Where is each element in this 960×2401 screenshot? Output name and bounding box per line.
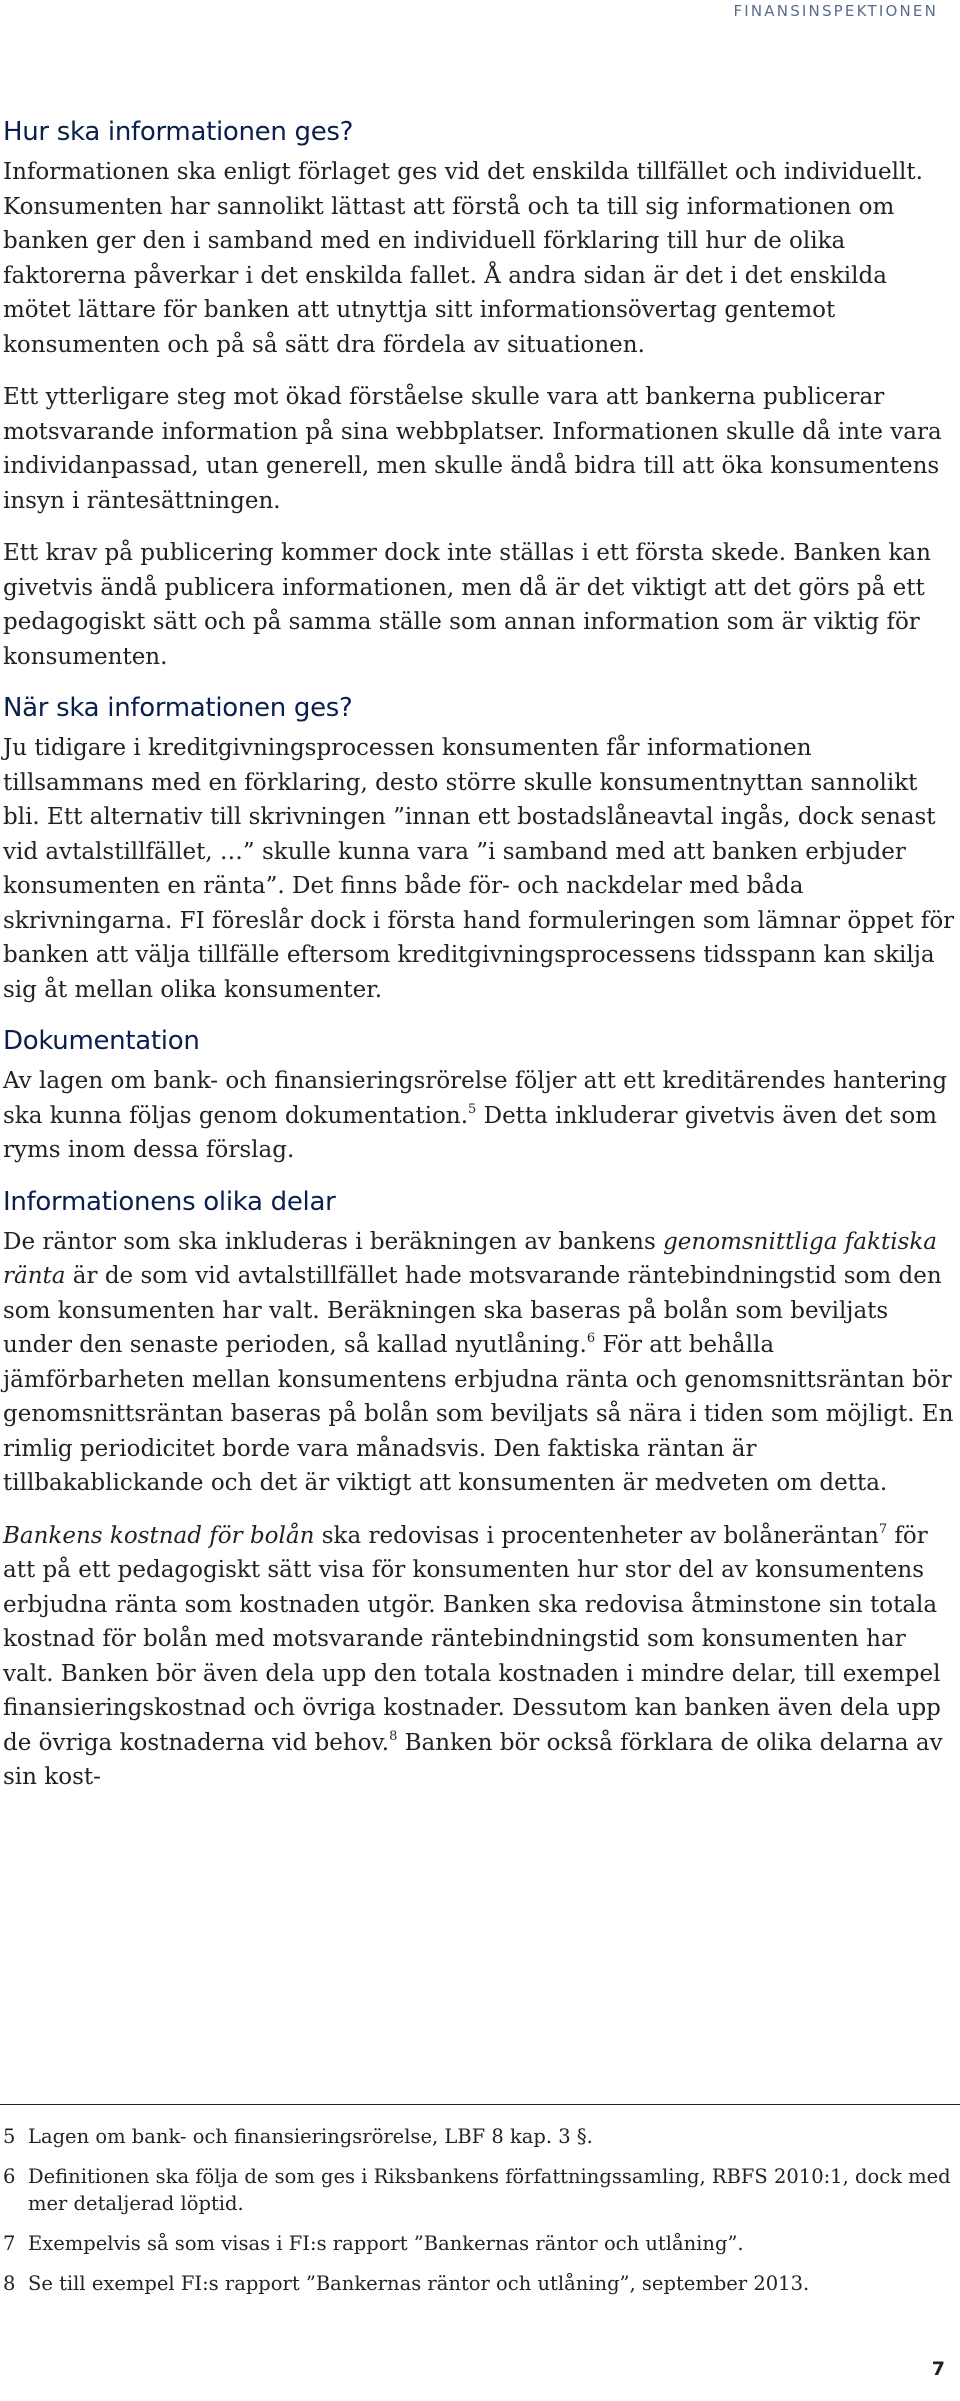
text-run: Detta inkluderar givetvis även det som ryms inom dessa förslag.	[3, 1102, 937, 1163]
footnote	[3, 2163, 953, 2217]
footnote-ref[interactable]: 7	[878, 1521, 888, 1537]
text-run: är de som vid avtalstillfället hade motsvarande räntebindningstid som den som konsumenten har valt. Beräkningen ska baseras på bolån som beviljats under den senaste perioden, så kallad nyutlåning.	[3, 1263, 942, 1358]
footnote-divider	[0, 2104, 960, 2105]
term-emphasis: Bankens kostnad för bolån	[3, 1522, 315, 1549]
text-run: De räntor som ska inkluderas i beräkningen av bankens	[3, 1228, 664, 1255]
footnote-ref[interactable]: 8	[389, 1728, 398, 1744]
footnote-text: Exempelvis så som visas i FI:s rapport ”Bankernas räntor och utlåning”.	[28, 2232, 744, 2255]
footnote-number: 8	[3, 2272, 16, 2295]
paragraph: Ett krav på publicering kommer dock inte ställas i ett första skede. Banken kan givetvis ändå publicera informationen, men då är det viktigt att det görs på ett pedagogiskt sätt och på samma ställe som annan information som är viktig för konsumenten.	[3, 540, 931, 670]
footnote-text: Se till exempel FI:s rapport ”Bankernas räntor och utlåning”, september 2013.	[28, 2272, 810, 2295]
footnote	[3, 2230, 953, 2257]
page-number: 7	[931, 2358, 945, 2380]
text-run: Banken bör också förklara de olika delarna av sin kost-	[3, 1729, 943, 1790]
paragraph	[3, 1225, 957, 1501]
footnotes	[3, 2123, 953, 2310]
body-text	[3, 112, 957, 1795]
paragraph: Ett ytterligare steg mot ökad förståelse skulle vara att bankerna publicerar motsvarande information på sina webbplatser. Informationen skulle då inte vara individanpassad, utan generell, men skulle ändå bidra till att öka konsumentens insyn i räntesättningen.	[3, 384, 942, 514]
footnote-number: 6	[3, 2165, 16, 2188]
text-run: För att behålla jämförbarheten mellan konsumentens erbjudna ränta och genomsnittsräntan bör genomsnittsräntan baseras på bolån som beviljats så nära i tiden som möjligt. En rimlig periodicitet borde vara månadsvis. Den faktiska räntan är tillbakablickande och det är viktigt att konsumenten är medveten om detta.	[3, 1332, 954, 1496]
footnote	[3, 2123, 953, 2150]
text-run: ska redovisas i procentenheter av bolåneräntan	[314, 1522, 879, 1549]
footnote-number: 7	[3, 2232, 16, 2255]
footnote-number: 5	[3, 2125, 16, 2148]
footnote-ref[interactable]: 6	[586, 1331, 596, 1347]
paragraph: Informationen ska enligt förlaget ges vid det enskilda tillfället och individuellt. Konsumenten har sannolikt lättast att förstå och ta till sig informationen om banken ger den i samband med en individuell förklaring till hur de olika faktorerna påverkar i det enskilda fallet. Å andra sidan är det i det enskilda mötet lättare för banken att utnyttja sitt informationsövertag gentemot konsumenten och på så sätt dra fördela av situationen.	[3, 159, 923, 358]
text-run: Av lagen om bank- och finansieringsrörelse följer att ett kreditärendes hantering ska kunna följas genom dokumentation.	[3, 1068, 948, 1129]
paragraph	[3, 1064, 957, 1168]
paragraph	[3, 1519, 957, 1795]
section-heading: Informationens olika delar	[3, 1186, 336, 1217]
footnote-ref[interactable]: 5	[468, 1101, 477, 1117]
footnote	[3, 2270, 953, 2297]
paragraph: Ju tidigare i kreditgivningsprocessen konsumenten får informationen tillsammans med en förklaring, desto större skulle konsumentnyttan sannolikt bli. Ett alternativ till skrivningen ”innan ett bostadslåneavtal ingås, dock senast vid avtalstillfället, …” skulle kunna vara ”i samband med att banken erbjuder konsumenten en ränta”. Det finns både för- och nackdelar med båda skrivningarna. FI föreslår dock i första hand formuleringen som lämnar öppet för banken att välja tillfälle eftersom kreditgivningsprocessens tidsspann kan skilja sig åt mellan olika konsumenter.	[3, 735, 955, 1003]
running-head: FINANSINSPEKTIONEN	[733, 2, 938, 20]
text-run: för att på ett pedagogiskt sätt visa för konsumenten hur stor del av konsumentens erbjudna ränta som kostnaden utgör. Banken ska redovisa åtminstone sin totala kostnad för bolån med motsvarande räntebindningstid som konsumenten har valt. Banken bör även dela upp den totala kostnaden i mindre delar, till exempel finansieringskostnad och övriga kostnader. Dessutom kan banken även dela upp de övriga kostnaderna vid behov.	[3, 1522, 941, 1756]
footnote-text: Lagen om bank- och finansieringsrörelse, LBF 8 kap. 3 §.	[28, 2125, 593, 2148]
footnote-text: Definitionen ska följa de som ges i Riksbankens författningssamling, RBFS 2010:1, dock med mer detaljerad löptid.	[28, 2165, 951, 2215]
term-emphasis: genomsnittliga faktiska ränta	[3, 1228, 938, 1289]
section-heading: När ska informationen ges?	[3, 693, 353, 723]
section-heading: Dokumentation	[3, 1026, 200, 1056]
section-heading: Hur ska informationen ges?	[3, 117, 354, 147]
